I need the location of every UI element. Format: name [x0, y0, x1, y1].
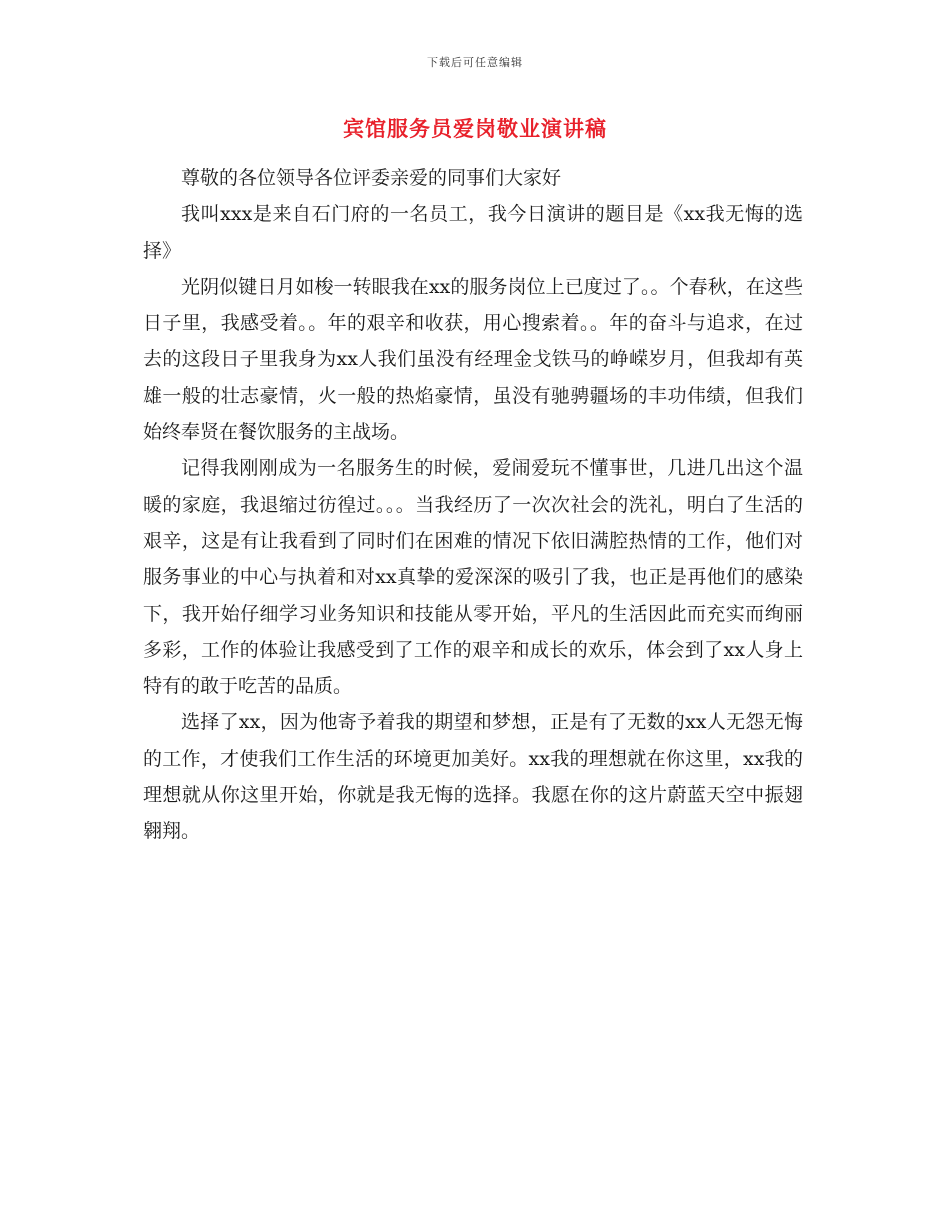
- header-note: 下载后可任意编辑: [427, 56, 523, 69]
- paragraph-beginning: 记得我刚刚成为一名服务生的时候，爱闹爱玩不懂事世，几进几出这个温暖的家庭，我退缩过彷徨过。。。当我经历了一次次社会的洗礼，明白了生活的艰辛，这是有让我看到了同时们在困难的情况下依旧满腔热情的工作，他们对服务事业的中心与执着和对xx真挚的爱深深的吸引了我，也正是再他们的感染下，我开始仔细学习业务知识和技能从零开始，平凡的生活因此而充实而绚丽多彩，工作的体验让我感受到了工作的艰辛和成长的欢乐，体会到了xx人身上特有的敢于吃苦的品质。: [143, 457, 803, 698]
- paragraph-conclusion: 选择了xx，因为他寄予着我的期望和梦想，正是有了无数的xx人无怨无悔的工作，才使我们工作生活的环境更加美好。xx我的理想就在你这里，xx我的理想就从你这里开始，你就是我无悔的选择。我愿在你的这片蔚蓝天空中振翅翱翔。: [143, 711, 803, 843]
- paragraph-greeting: 尊敬的各位领导各位评委亲爱的同事们大家好: [181, 167, 562, 189]
- document-body: [143, 160, 803, 850]
- document-title: 宾馆服务员爱岗敬业演讲稿: [343, 117, 607, 141]
- paragraph-introduction: 我叫xxx是来自石门府的一名员工，我今日演讲的题目是《xx我无悔的选择》: [143, 203, 803, 262]
- paragraph-years-of-service: 光阴似键日月如梭一转眼我在xx的服务岗位上已度过了。。个春秋，在这些日子里，我感受着。。年的艰辛和收获，用心搜索着。。年的奋斗与追求，在过去的这段日子里我身为xx人我们虽没有经理金戈铁马的峥嵘岁月，但我却有英雄一般的壮志豪情，火一般的热焰豪情，虽没有驰骋疆场的丰功伟绩，但我们始终奉贤在餐饮服务的主战场。: [143, 275, 803, 444]
